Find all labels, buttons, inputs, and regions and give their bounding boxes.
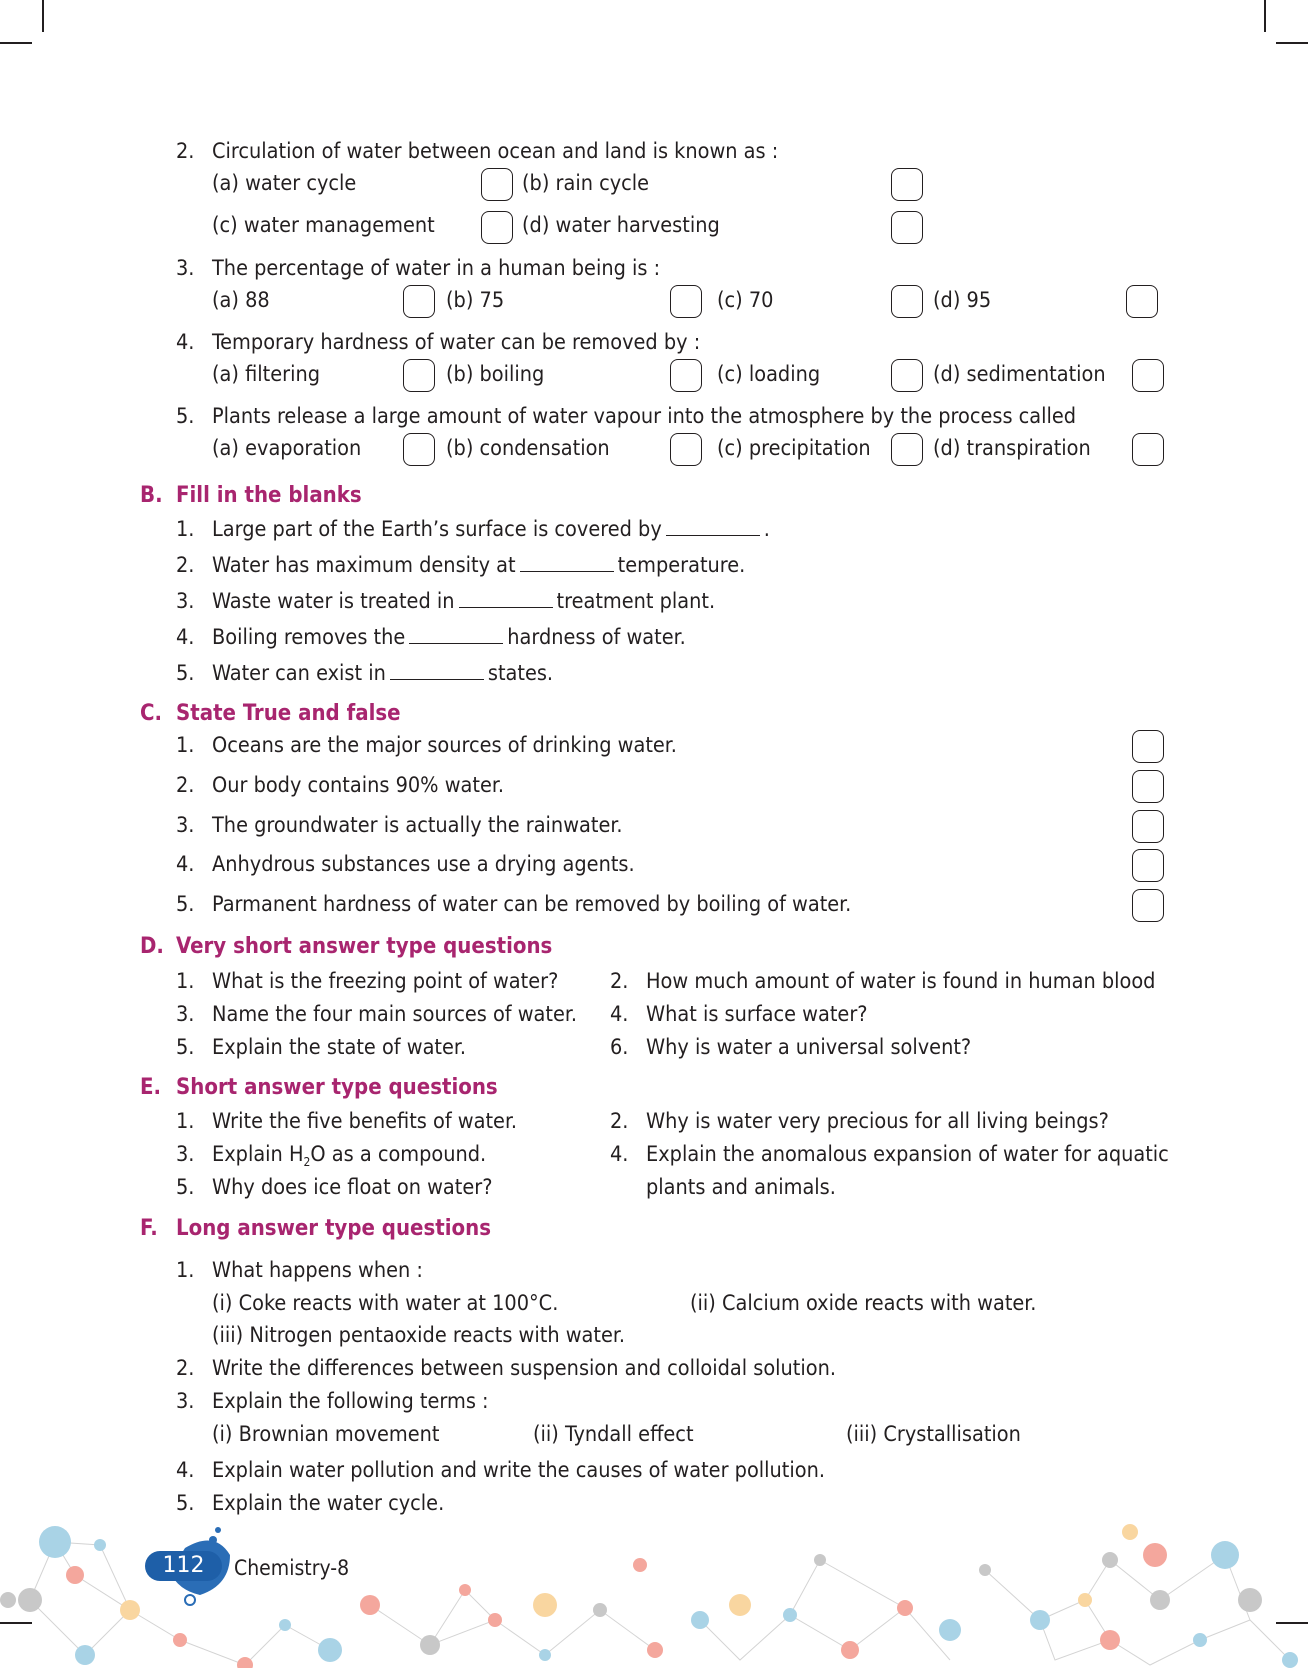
item-number: 3.	[176, 1002, 195, 1027]
question-item: What is the freezing point of water?	[212, 969, 559, 994]
mcq-option: (b) 75	[446, 288, 505, 313]
true-false-item: Anhydrous substances use a drying agents.	[212, 852, 635, 877]
item-text: Boiling removes the	[212, 625, 406, 650]
item-number: 5.	[176, 892, 195, 917]
answer-checkbox[interactable]	[670, 359, 702, 392]
item-number: 3.	[176, 1142, 195, 1167]
item-number: 1.	[176, 517, 195, 542]
mcq-option: (a) water cycle	[212, 171, 357, 196]
section-title: Fill in the blanks	[176, 483, 362, 508]
item-text: Explain H	[212, 1142, 304, 1167]
item-number: 1.	[176, 1109, 195, 1134]
question-item	[212, 1142, 486, 1175]
item-number: 5.	[176, 661, 195, 686]
crop-mark	[1276, 42, 1308, 44]
book-title: Chemistry-8	[234, 1556, 350, 1580]
true-false-checkbox[interactable]	[1132, 770, 1164, 803]
item-text: states.	[487, 661, 554, 686]
mcq-option: (d) sedimentation	[933, 362, 1106, 387]
item-number: 4.	[610, 1002, 629, 1027]
question-item: Explain the water cycle.	[212, 1491, 445, 1516]
item-number: 2.	[610, 969, 629, 994]
answer-checkbox[interactable]	[1126, 285, 1158, 318]
blank-line[interactable]	[666, 517, 760, 536]
mcq-option: (b) condensation	[446, 436, 610, 461]
mcq-option: (c) precipitation	[717, 436, 871, 461]
section-label: F.	[140, 1216, 158, 1241]
question-item: Why does ice float on water?	[212, 1175, 493, 1200]
true-false-checkbox[interactable]	[1132, 810, 1164, 843]
item-number: 4.	[610, 1142, 629, 1167]
section-label: B.	[140, 483, 163, 508]
question-item: Why is water a universal solvent?	[646, 1035, 972, 1060]
page-number-badge: 112	[145, 1551, 222, 1581]
section-label: C.	[140, 701, 163, 726]
mcq-number: 2.	[176, 139, 195, 164]
sub-question: (i) Brownian movement	[212, 1422, 440, 1447]
mcq-question: Circulation of water between ocean and land is known as :	[212, 139, 779, 164]
answer-checkbox[interactable]	[403, 285, 435, 318]
question-item: What is surface water?	[646, 1002, 868, 1027]
item-text: Water can exist in	[212, 661, 386, 686]
true-false-checkbox[interactable]	[1132, 889, 1164, 922]
question-item: What happens when :	[212, 1258, 423, 1283]
crop-mark	[1264, 0, 1266, 32]
question-item: How much amount of water is found in human blood	[646, 969, 1156, 994]
answer-checkbox[interactable]	[481, 211, 513, 244]
true-false-item: Oceans are the major sources of drinking water.	[212, 733, 677, 758]
item-number: 4.	[176, 625, 195, 650]
answer-checkbox[interactable]	[403, 433, 435, 466]
answer-checkbox[interactable]	[670, 433, 702, 466]
mcq-option: (d) transpiration	[933, 436, 1091, 461]
item-number: 5.	[176, 1175, 195, 1200]
question-item: Name the four main sources of water.	[212, 1002, 578, 1027]
section-label: E.	[140, 1075, 162, 1100]
mcq-question: Plants release a large amount of water vapour into the atmosphere by the process called	[212, 404, 1077, 429]
section-title: Very short answer type questions	[176, 934, 553, 959]
mcq-number: 4.	[176, 330, 195, 355]
item-number: 1.	[176, 1258, 195, 1283]
blank-line[interactable]	[459, 589, 553, 608]
item-number: 3.	[176, 589, 195, 614]
mcq-option: (d) 95	[933, 288, 992, 313]
item-number: 1.	[176, 969, 195, 994]
fill-blank-item	[212, 625, 686, 651]
mcq-option: (b) rain cycle	[522, 171, 650, 196]
mcq-option: (c) water management	[212, 213, 435, 238]
true-false-checkbox[interactable]	[1132, 849, 1164, 882]
question-item: Explain the anomalous expansion of water for aquatic	[646, 1142, 1169, 1167]
mcq-question: Temporary hardness of water can be removed by :	[212, 330, 701, 355]
fill-blank-item	[212, 661, 553, 687]
answer-checkbox[interactable]	[891, 285, 923, 318]
mcq-option: (c) 70	[717, 288, 774, 313]
blank-line[interactable]	[390, 661, 484, 680]
mcq-option: (a) filtering	[212, 362, 321, 387]
item-text: Waste water is treated in	[212, 589, 455, 614]
fill-blank-item	[212, 553, 745, 579]
item-number: 2.	[610, 1109, 629, 1134]
mcq-number: 5.	[176, 404, 195, 429]
item-text: hardness of water.	[507, 625, 686, 650]
item-text: treatment plant.	[556, 589, 716, 614]
sub-question: (iii) Nitrogen pentaoxide reacts with water.	[212, 1323, 625, 1348]
question-item: Write the five benefits of water.	[212, 1109, 518, 1134]
blank-line[interactable]	[409, 625, 503, 644]
item-number: 5.	[176, 1035, 195, 1060]
mcq-option: (b) boiling	[446, 362, 545, 387]
item-text: .	[763, 517, 770, 542]
answer-checkbox[interactable]	[1132, 359, 1164, 392]
sub-question: (ii) Tyndall effect	[533, 1422, 694, 1447]
blank-line[interactable]	[520, 553, 614, 572]
item-number: 1.	[176, 733, 195, 758]
crop-mark	[42, 0, 44, 32]
mcq-option: (c) loading	[717, 362, 821, 387]
true-false-item: Our body contains 90% water.	[212, 773, 504, 798]
fill-blank-item	[212, 589, 715, 615]
item-number: 3.	[176, 813, 195, 838]
item-number: 3.	[176, 1389, 195, 1414]
true-false-item: Parmanent hardness of water can be removed by boiling of water.	[212, 892, 852, 917]
question-item: Explain water pollution and write the causes of water pollution.	[212, 1458, 825, 1483]
answer-checkbox[interactable]	[1132, 433, 1164, 466]
item-text: O as a compound.	[310, 1142, 487, 1167]
answer-checkbox[interactable]	[670, 285, 702, 318]
mcq-question: The percentage of water in a human being is :	[212, 256, 661, 281]
sub-question: (i) Coke reacts with water at 100°C.	[212, 1291, 559, 1316]
subscript: 2	[303, 1155, 311, 1169]
mcq-option: (a) evaporation	[212, 436, 362, 461]
item-text: Water has maximum density at	[212, 553, 516, 578]
item-text: Large part of the Earth’s surface is covered by	[212, 517, 662, 542]
answer-checkbox[interactable]	[481, 168, 513, 201]
sub-question: (iii) Crystallisation	[846, 1422, 1021, 1447]
answer-checkbox[interactable]	[891, 359, 923, 392]
section-label: D.	[140, 934, 164, 959]
answer-checkbox[interactable]	[891, 211, 923, 244]
mcq-option: (a) 88	[212, 288, 270, 313]
true-false-item: The groundwater is actually the rainwater.	[212, 813, 623, 838]
section-title: Long answer type questions	[176, 1216, 491, 1241]
item-number: 4.	[176, 1458, 195, 1483]
item-number: 6.	[610, 1035, 629, 1060]
item-number: 5.	[176, 1491, 195, 1516]
molecule-network-decoration	[0, 1500, 1308, 1668]
item-number: 2.	[176, 553, 195, 578]
section-title: State True and false	[176, 701, 401, 726]
question-item-continued: plants and animals.	[646, 1175, 836, 1200]
mcq-option: (d) water harvesting	[522, 213, 720, 238]
item-number: 2.	[176, 773, 195, 798]
item-text: temperature.	[617, 553, 746, 578]
item-number: 4.	[176, 852, 195, 877]
mcq-number: 3.	[176, 256, 195, 281]
item-number: 2.	[176, 1356, 195, 1381]
crop-mark	[0, 42, 32, 44]
fill-blank-item	[212, 517, 770, 543]
question-item: Write the differences between suspension and colloidal solution.	[212, 1356, 836, 1381]
question-item: Explain the following terms :	[212, 1389, 489, 1414]
true-false-checkbox[interactable]	[1132, 730, 1164, 763]
answer-checkbox[interactable]	[403, 359, 435, 392]
answer-checkbox[interactable]	[891, 168, 923, 201]
sub-question: (ii) Calcium oxide reacts with water.	[690, 1291, 1037, 1316]
question-item: Why is water very precious for all living beings?	[646, 1109, 1109, 1134]
section-title: Short answer type questions	[176, 1075, 498, 1100]
question-item: Explain the state of water.	[212, 1035, 467, 1060]
answer-checkbox[interactable]	[891, 433, 923, 466]
